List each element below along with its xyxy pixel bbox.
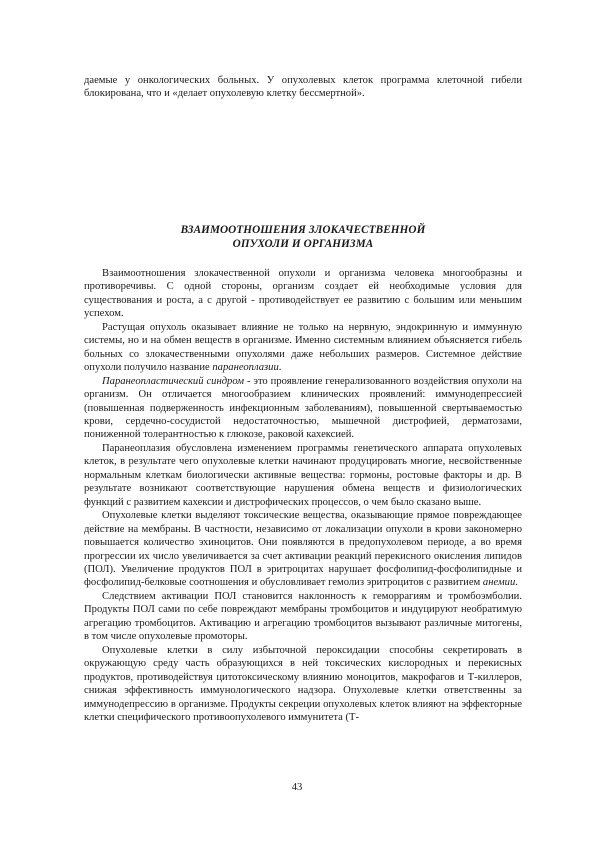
paragraph-3 (84, 375, 522, 442)
page-number: 43 (291, 782, 303, 793)
heading-line-1: ВЗАИМООТНОШЕНИЯ ЗЛОКАЧЕСТВЕННОЙ (180, 224, 426, 236)
paragraph-2 (84, 321, 522, 375)
paragraph-5 (84, 509, 522, 590)
paragraph-continuation: даемые у онкологических больных. У опухолевых клеток программа клеточной гибели блокирована, что и «делает опухолевую клетку бессмертной». (84, 75, 522, 100)
paragraph-2-end: . (278, 362, 282, 374)
term-paraneoplastic-syndrome: Паранеопластический синдром (102, 375, 245, 387)
term-paraneoplasia: паранеоплазии (212, 362, 279, 374)
paragraph-7: Опухолевые клетки в силу избыточной пероксидации способны секретировать в окружающую среду часть образующихся в ней токсических кислородных и перекисных продуктов, противодействуя цитотоксическому влиянию моноцитов, макрофагов и Т-киллеров, снижая эффективность иммунологического надзора. Опухолевые клетки ответственны за иммунодепрессию в организме. Продукты секреции опухолевых клеток влияют на эффекторные клетки специфического противоопухолевого иммунитета (Т- (84, 644, 522, 723)
top-paragraph (84, 74, 522, 101)
body-text (84, 267, 522, 724)
term-anemia: анемии (482, 577, 516, 589)
paragraph-5-text: Опухолевые клетки выделяют токсические вещества, оказывающие прямое повреждающее действие на мембраны. В частности, независимо от локализации опухоли в крови закономерно повышается количество эхиноцитов. Они появляются в предопухолевом периоде, а во время прогрессии их число увеличивается за счет активации реакций перекисного окисления липидов (ПОЛ). Увеличение продуктов ПОЛ в эритроцитах нарушает фосфолипид-фосфолипидные и фосфолипид-белковые соотношения и обусловливает гемолиз эритроцитов с развитием (84, 510, 522, 589)
paragraph-5-end: . (515, 577, 518, 589)
paragraph-3-text: - это проявление генерализованного воздействия опухоли на организм. Он отличается многообразием клинических проявлений: иммунодепрессией (повышенная подверженность инфекционным заболеваниям), повышенной свертываемостью крови, сердечно-сосудистой недостаточностью, мышечной дистрофией, дерматозами, пониженной толерантностью к глюкозе, раковой кахексией. (84, 375, 523, 441)
heading-line-2: ОПУХОЛИ И ОРГАНИЗМА (232, 238, 374, 250)
paragraph-4: Паранеоплазия обусловлена изменением программы генетического аппарата опухолевых клеток, в результате чего опухолевые клетки начинают продуцировать многие, несвойственные нормальным клеткам биологически активные вещества: гормоны, ростовые факторы и др. В результате возникают соответствующие нарушения обмена веществ и физиологических функций с развитием кахексии и дистрофических процессов, о чем было сказано выше. (84, 442, 522, 508)
paragraph-6: Следствием активации ПОЛ становится наклонность к геморрагиям и тромбоэмболии. Продукты ПОЛ сами по себе повреждают мембраны тромбоцитов и индуцируют необратимую агрегацию тромбоцитов. Активацию и агрегацию тромбоцитов вызывают различные митогены, в том числе опухолевые промоторы. (84, 590, 522, 643)
paragraph-2-text: Растущая опухоль оказывает влияние не только на нервную, эндокринную и иммунную системы, но и на обмен веществ в организме. Именно системным влиянием объясняется гибель больных со злокачественными опухолями даже небольших размеров. Системное действие опухоли получило название (84, 321, 522, 374)
section-heading (84, 223, 522, 251)
paragraph-1: Взаимоотношения злокачественной опухоли и организма человека многообразны и противоречивы. С одной стороны, организм создает ей необходимые условия для существования и роста, а с другой - противодействует ее развитию с большим или меньшим успехом. (84, 268, 522, 320)
